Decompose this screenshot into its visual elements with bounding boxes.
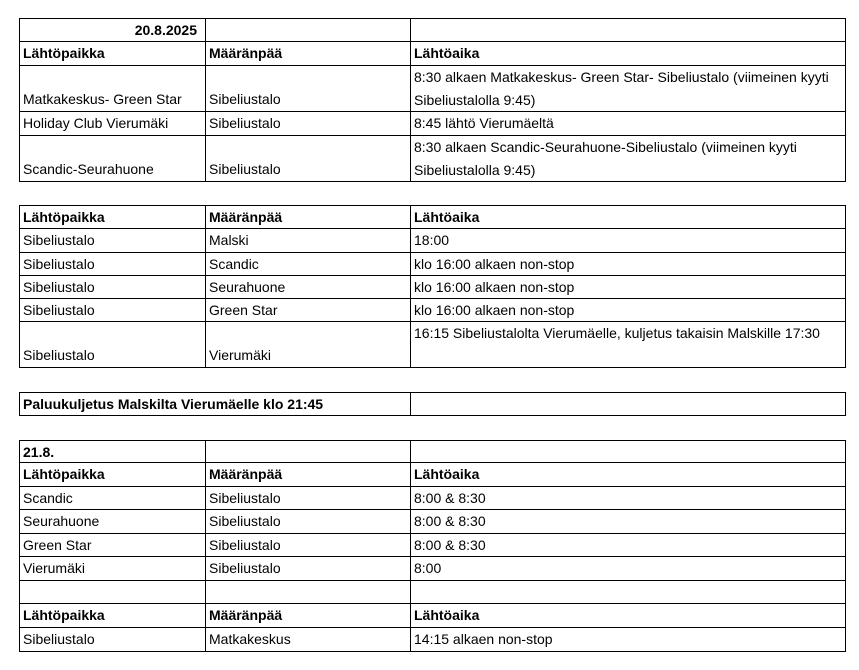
header-departure-time: Lähtöaika	[410, 463, 846, 487]
cell-text: Sibeliustalo	[209, 161, 281, 177]
table-cell-time: 8:00 & 8:30	[410, 510, 846, 534]
table-cell-time: 8:30 alkaen Matkakeskus- Green Star- Sibeliustalo (viimeinen kyyti Sibeliustalolla 9:45)	[410, 66, 846, 112]
table-cell-from: Sibeliustalo	[19, 253, 205, 276]
table-cell-to: Sibeliustalo	[205, 112, 410, 136]
empty-cell	[410, 392, 846, 416]
table-cell-from: Vierumäki	[19, 557, 205, 581]
table-cell-from: Green Star	[19, 534, 205, 557]
table-cell-time: 16:15 Sibeliustalolta Vierumäelle, kuljetus takaisin Malskille 17:30	[410, 322, 846, 368]
table-cell-from	[19, 322, 205, 368]
header-destination: Määränpää	[205, 42, 410, 66]
table-cell-time: 8:00 & 8:30	[410, 534, 846, 557]
empty-cell	[19, 581, 205, 604]
empty-cell	[410, 18, 846, 42]
table-cell-to: Sibeliustalo	[205, 534, 410, 557]
return-transport-note: Paluukuljetus Malskilta Vierumäelle klo 21:45	[19, 392, 410, 416]
table-cell-from: Scandic	[19, 487, 205, 510]
header-departure-place: Lähtöpaikka	[19, 42, 205, 66]
header-destination: Määränpää	[205, 205, 410, 229]
table-cell-from: Sibeliustalo	[19, 229, 205, 253]
empty-cell	[205, 581, 410, 604]
section1-date-cell: 20.8.2025	[19, 18, 205, 42]
header-departure-time: Lähtöaika	[410, 604, 846, 628]
header-destination: Määränpää	[205, 463, 410, 487]
cell-text: Sibeliustalo	[209, 91, 281, 107]
cell-text: Scandic-Seurahuone	[23, 161, 154, 177]
table-cell-from: Sibeliustalo	[19, 628, 205, 652]
header-departure-time: Lähtöaika	[410, 42, 846, 66]
table-cell-to: Sibeliustalo	[205, 487, 410, 510]
table-cell-time: 14:15 alkaen non-stop	[410, 628, 846, 652]
header-departure-place: Lähtöpaikka	[19, 205, 205, 229]
table-cell-to	[205, 66, 410, 112]
table-cell-to	[205, 136, 410, 182]
empty-cell	[410, 440, 846, 463]
table-cell-from	[19, 66, 205, 112]
header-departure-place: Lähtöpaikka	[19, 604, 205, 628]
empty-cell	[205, 440, 410, 463]
header-departure-place: Lähtöpaikka	[19, 463, 205, 487]
table-cell-time: 8:45 lähtö Vierumäeltä	[410, 112, 846, 136]
table-cell-from	[19, 136, 205, 182]
cell-text: Matkakeskus- Green Star	[23, 91, 182, 107]
table-cell-time: klo 16:00 alkaen non-stop	[410, 276, 846, 299]
table-cell-to: Sibeliustalo	[205, 510, 410, 534]
header-destination: Määränpää	[205, 604, 410, 628]
cell-text: Vierumäki	[209, 347, 271, 363]
table-cell-time: 8:30 alkaen Scandic-Seurahuone-Sibeliustalo (viimeinen kyyti Sibeliustalolla 9:45)	[410, 136, 846, 182]
empty-cell	[410, 581, 846, 604]
table-cell-to	[205, 322, 410, 368]
table-cell-to: Matkakeskus	[205, 628, 410, 652]
table-cell-time: 8:00	[410, 557, 846, 581]
table-cell-time: 18:00	[410, 229, 846, 253]
table-cell-from: Seurahuone	[19, 510, 205, 534]
header-departure-time: Lähtöaika	[410, 205, 846, 229]
table-cell-to: Seurahuone	[205, 276, 410, 299]
table-cell-to: Green Star	[205, 299, 410, 322]
table-cell-from: Sibeliustalo	[19, 276, 205, 299]
table-cell-to: Scandic	[205, 253, 410, 276]
table-cell-time: klo 16:00 alkaen non-stop	[410, 299, 846, 322]
table-cell-to: Sibeliustalo	[205, 557, 410, 581]
table-cell-time: 8:00 & 8:30	[410, 487, 846, 510]
empty-cell	[205, 18, 410, 42]
table-cell-from: Sibeliustalo	[19, 299, 205, 322]
section3-date-cell: 21.8.	[19, 440, 205, 463]
table-cell-from: Holiday Club Vierumäki	[19, 112, 205, 136]
table-cell-time: klo 16:00 alkaen non-stop	[410, 253, 846, 276]
cell-text: Sibeliustalo	[23, 347, 95, 363]
table-cell-to: Malski	[205, 229, 410, 253]
